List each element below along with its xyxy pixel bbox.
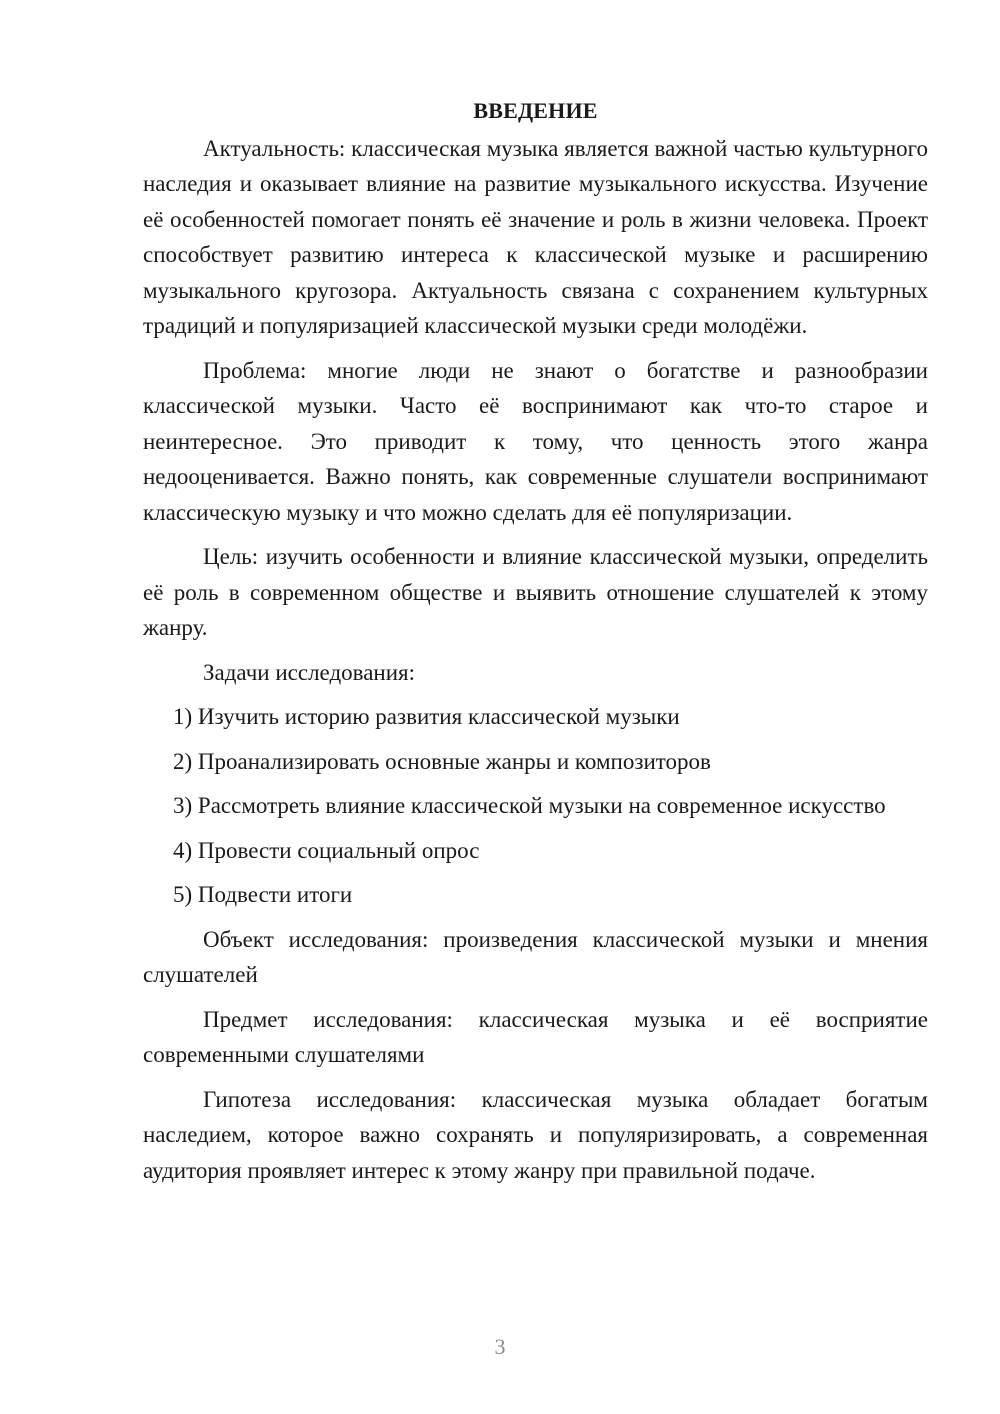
task-item: 5) Подвести итоги — [173, 882, 353, 907]
problem-paragraph: Проблема: многие люди не знают о богатстве и разнообразии классической музыки. Часто её воспринимают как что-то старое и неинтересное. Это приводит к тому, что ценность этого жанра недооценивается. Важно понять, как современные слушатели воспринимают классическую музыку и что можно сделать для её популяризации. — [143, 357, 928, 525]
task-item: 2) Проанализировать основные жанры и композиторов — [173, 748, 711, 774]
task-item: 1) Изучить историю развития классической музыки — [173, 704, 680, 729]
task-item: 3) Рассмотреть влияние классической музыки на современное искусство — [173, 793, 886, 818]
page-number: 3 — [494, 1334, 506, 1359]
subject-paragraph: Предмет исследования: классическая музыка и её восприятие современными слушателями — [143, 1006, 928, 1067]
tasks-heading: Задачи исследования: — [203, 659, 416, 685]
object-paragraph: Объект исследования: произведения классической музыки и мнения слушателей — [143, 926, 928, 987]
relevance-paragraph: Актуальность: классическая музыка является важной частью культурного наследия и оказывает влияние на развитие музыкального искусства. Изучение её особенностей помогает понять её значение и роль в жизни человека. Проект способствует развитию интереса к классической музыке и расширению музыкального кругозора. Актуальность связана с сохранением культурных традиций и популяризацией классической музыки среди молодёжи. — [143, 135, 928, 338]
goal-paragraph: Цель: изучить особенности и влияние классической музыки, определить её роль в современном обществе и выявить отношение слушателей к этому жанру. — [143, 544, 928, 640]
page-title: ВВЕДЕНИЕ — [473, 98, 598, 123]
task-item: 4) Провести социальный опрос — [173, 837, 480, 863]
page-content — [143, 93, 928, 1188]
hypothesis-paragraph: Гипотеза исследования: классическая музыка обладает богатым наследием, которое важно сохранять и популяризировать, а современная аудитория проявляет интерес к этому жанру при правильной подаче. — [143, 1086, 928, 1183]
